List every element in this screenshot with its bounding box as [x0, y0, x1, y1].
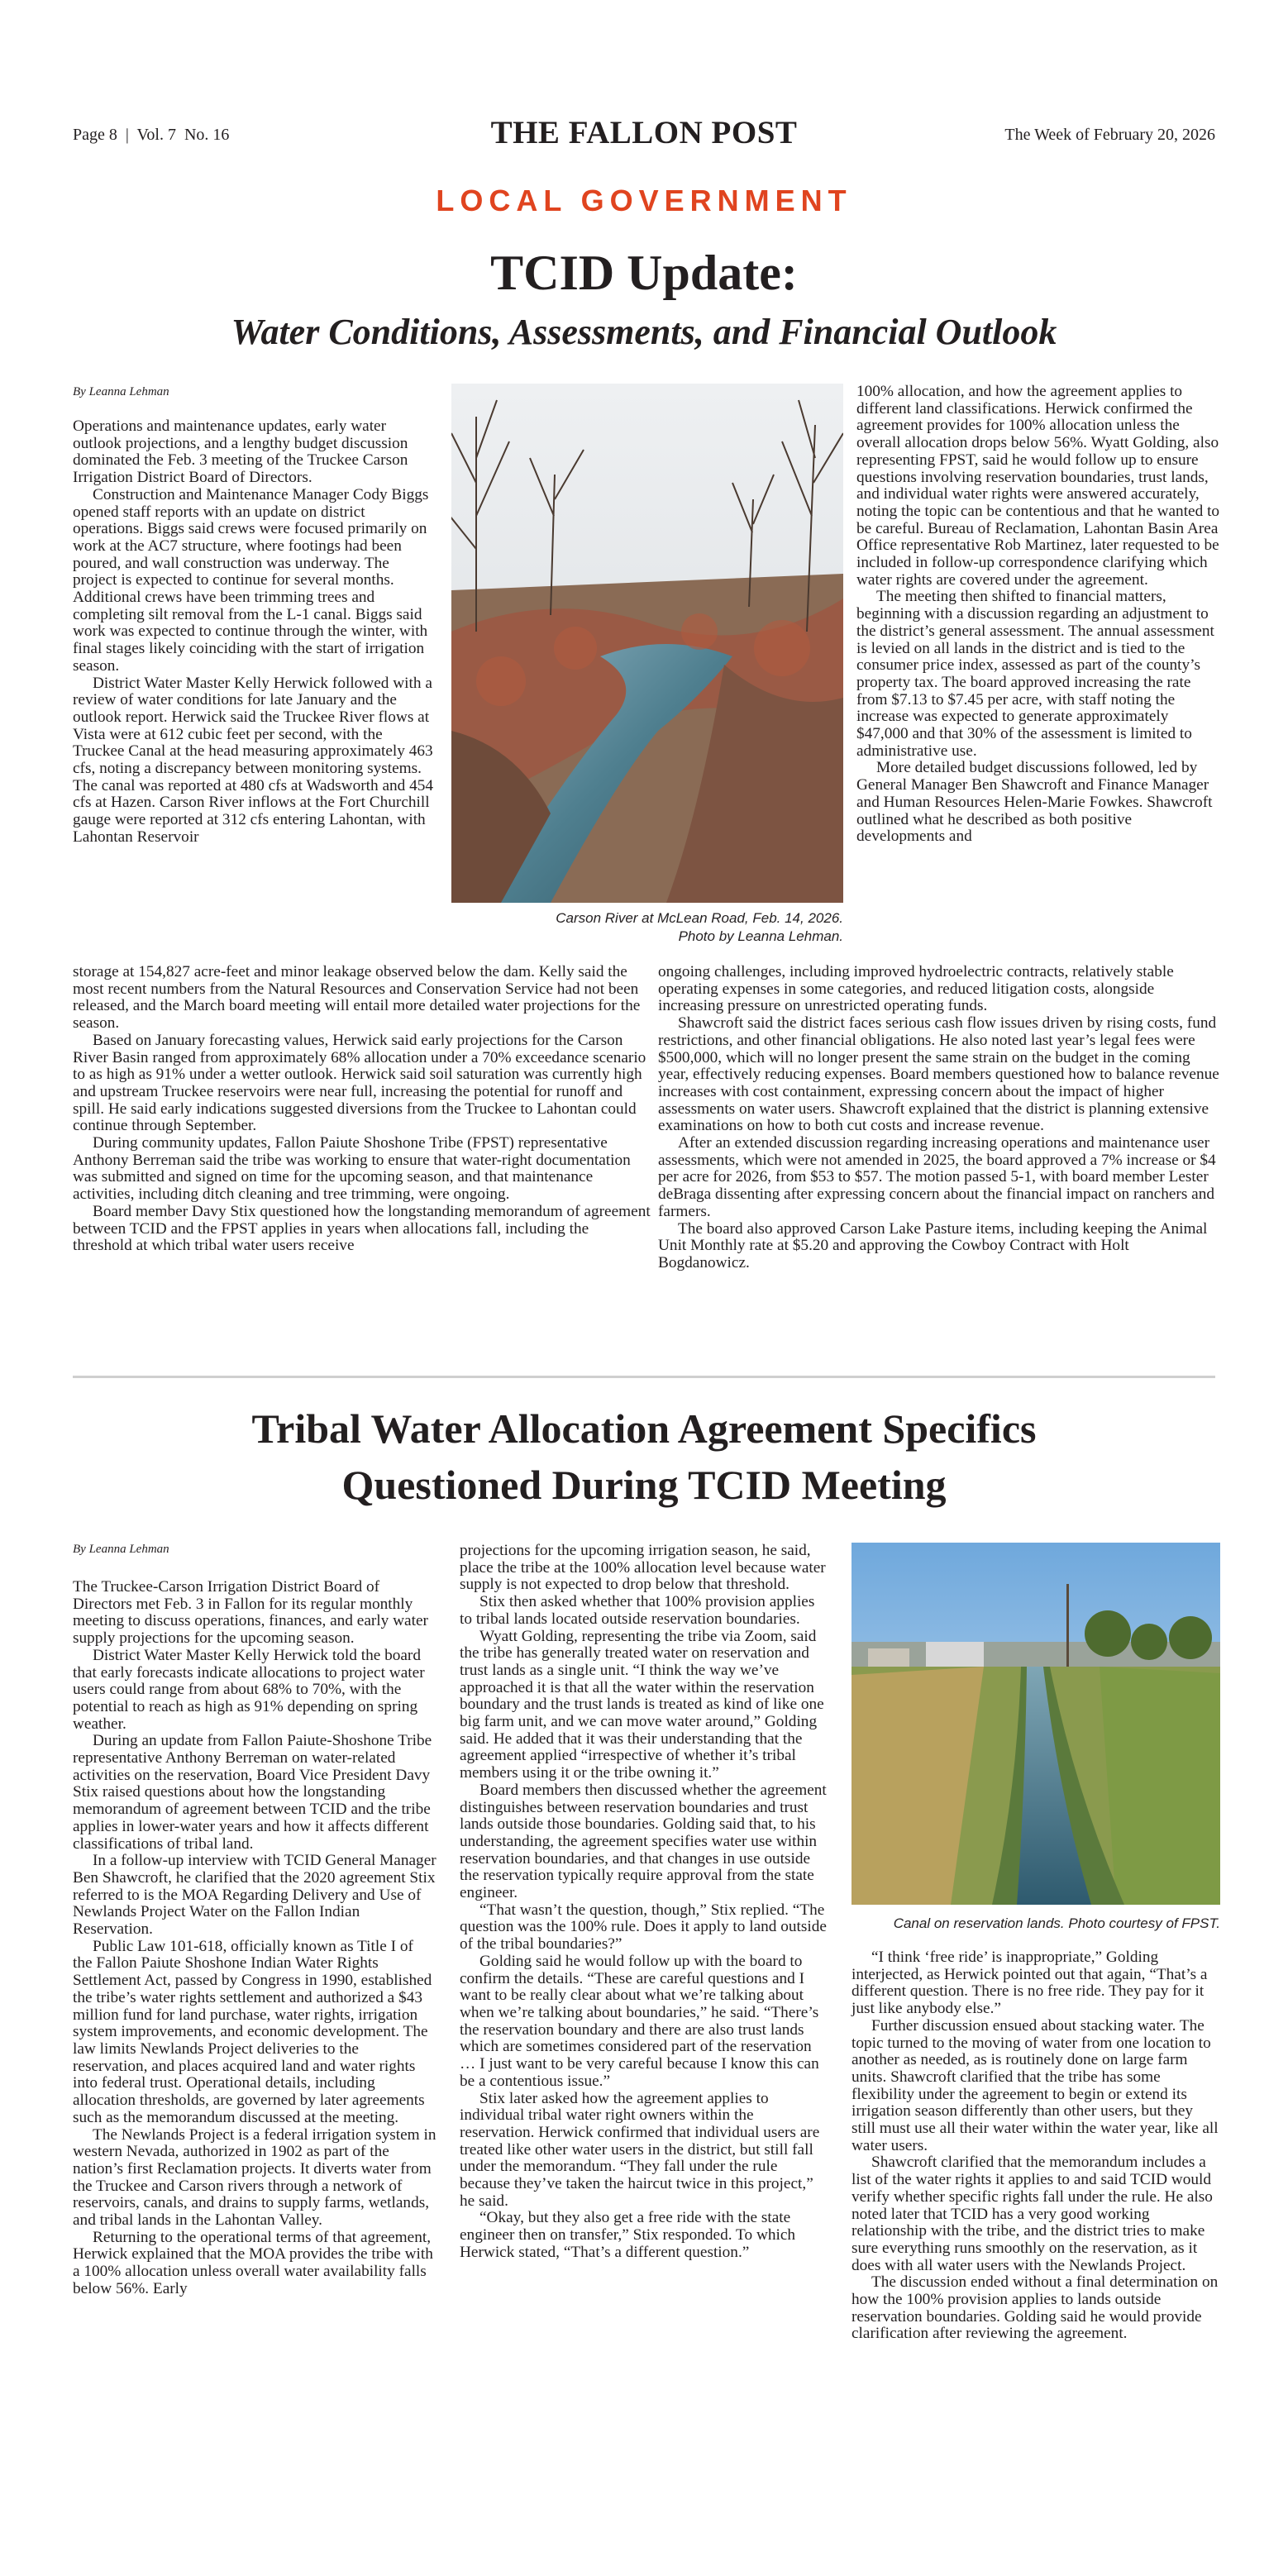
article-paragraph: District Water Master Kelly Herwick told the board that early forecasts indicate allocations to project water users could range from about 68% to 70%, with the potential to reach as high as 91% depending on spring weather.: [73, 1646, 425, 1733]
article2-title-line: Questioned During TCID Meeting: [341, 1462, 947, 1508]
article-paragraph: Golding said he would follow up with the board to confirm the details. “These are careful questions and I want to be really clear about what we’re talking about when we’re talking about boundaries,” he said. “There’s the reservation boundary and there are also trust lands which are sometimes considered part of the reservation … I just want to be very careful because I know this can be a contentious issue.”: [460, 1952, 819, 2090]
article1-subtitle: Water Conditions, Assessments, and Financial Outlook: [231, 312, 1057, 352]
article-paragraph: In a follow-up interview with TCID General Manager Ben Shawcroft, he clarified that the 2020 agreement Stix referred to is the MOA Regarding Delivery and Use of Newlands Project Water on the Fallon Indian Reservation.: [73, 1852, 436, 1939]
article1-column-1: [73, 418, 436, 847]
river-photo: [451, 384, 843, 903]
article2-column-3: [852, 1949, 1220, 2343]
article-paragraph: Operations and maintenance updates, early water outlook projections, and a lengthy budget discussion dominated the Feb. 3 meeting of the Truckee Carson Irrigation District Board of Directors.: [73, 417, 408, 487]
article-paragraph: The Newlands Project is a federal irrigation system in western Nevada, authorized in 1902 as part of the nation’s first Reclamation projects. It diverts water from the Truckee and Carson rivers through a network of reservoirs, canals, and drains to supply farms, wetlands, and tribal lands in the Lahontan Valley.: [73, 2125, 436, 2230]
article-paragraph: ongoing challenges, including improved hydroelectric contracts, relatively stable operating expenses in some categories, and reduced litigation costs, alongside increasing pressure on unrestricted operating funds.: [658, 963, 1174, 1015]
article-paragraph: 100% allocation, and how the agreement applies to different land classifications. Herwick confirmed the agreement provides for 100% allocation unless the overall allocation drops below 56%. Wyatt Golding, also representing FPST, said he would follow up to ensure questions involving reservation boundaries, trust lands, and individual water rights were answered accurately, noting the topic can be contentious and that he wanted to be careful. Bureau of Reclamation, Lahontan Basin Area Office representative Rob Martinez, later requested to be included in follow-up correspondence clarifying which water rights are covered under the agreement.: [856, 383, 1220, 589]
article-paragraph: Based on January forecasting values, Herwick said early projections for the Carson River Basin ranged from approximately 68% allocation under a 70% exceedance scenario to as high as 91% under a wetter outlook. Herwick said soil saturation was currently high and upstream Truckee reservoirs were near full, increasing the potential for runoff and spill. He said early indications suggested diversions from the Truckee to Lahontan could continue through September.: [73, 1031, 646, 1135]
article2-title-line: Tribal Water Allocation Agreement Specifics: [251, 1405, 1037, 1452]
article2-byline: By Leanna Lehman: [73, 1543, 169, 1556]
article-paragraph: Shawcroft said the district faces serious cash flow issues driven by rising costs, fund restrictions, and other financial obligations. He also noted last year’s legal fees were $500,000, which will no longer present the same strain on the budget in the coming year, effectively reducing expenses. Board members questioned how to balance revenue increases with cost containment, expressing concern about the impact of higher assessments on water users. Shawcroft explained that the district is planning extensive examinations on how to both cut costs and increase revenue.: [658, 1014, 1219, 1135]
article2-column-1: [73, 1579, 436, 2298]
article-paragraph: Stix then asked whether that 100% provision applies to tribal lands located outside reservation boundaries.: [460, 1593, 815, 1628]
article-paragraph: After an extended discussion regarding increasing operations and maintenance user assessments, which were not amended in 2025, the board approved a 7% increase or $4 per acre for 2026, from $53 to $57. The motion passed 5-1, with board member Lester deBraga dissenting after expressing concern about the financial impact on ranchers and farmers.: [658, 1134, 1216, 1220]
article-paragraph: Board members then discussed whether the agreement distinguishes between reservation boundaries and trust lands outside those boundaries. Golding said that, to his understanding, the agreement specifies water use within reservation boundaries, and that changes in use outside the reservation typically require approval from the state engineer.: [460, 1781, 827, 1902]
article-paragraph: More detailed budget discussions followed, led by General Manager Ben Shawcroft and Finance Manager and Human Resources Helen-Marie Fowkes. Shawcroft outlined what he described as both positive developments and: [856, 759, 1213, 846]
article1-byline: By Leanna Lehman: [73, 385, 169, 398]
article1-title: TCID Update:: [490, 246, 798, 300]
article-paragraph: Further discussion ensued about stacking water. The topic turned to the moving of water from one location to another as needed, as is routinely done on large farm units. Shawcroft clarified that the tribe has some flexibility under the agreement to begin or extend its irrigation season differently than other users, but they still must use all their water within the water year, like all water users.: [852, 2016, 1219, 2154]
section-divider: [73, 1376, 1215, 1378]
article-paragraph: The discussion ended without a final determination on how the 100% provision applies to lands outside reservation boundaries. Golding said he would provide clarification after reviewing the agreement.: [852, 2273, 1219, 2343]
article-paragraph: Construction and Maintenance Manager Cody Biggs opened staff reports with an update on district operations. Biggs said crews were focused primarily on work at the AC7 structure, where footings had been poured, and wall construction was underway. The project is expected to continue for several months. Additional crews have been trimming trees and completing silt removal from the L-1 canal. Biggs said work was expected to continue through the winter, with final stages likely coinciding with the start of irrigation season.: [73, 485, 429, 675]
article-paragraph: “Okay, but they also get a free ride with the state engineer then on transfer,” Stix responded. To which Herwick stated, “That’s a different question.”: [460, 2209, 796, 2261]
article-paragraph: During community updates, Fallon Paiute Shoshone Tribe (FPST) representative Anthony Berreman said the tribe was working to ensure that water-right documentation was submitted and signed on time for the upcoming season, and that maintenance activities, including ditch cleaning and tree trimming, were ongoing.: [73, 1134, 631, 1204]
article2-column-2: [460, 1543, 828, 2262]
section-label: LOCAL GOVERNMENT: [436, 184, 852, 217]
article-paragraph: The Truckee-Carson Irrigation District Board of Directors met Feb. 3 in Fallon for its regular monthly meeting to discuss operations, finances, and early water supply projections for the upcoming season.: [73, 1578, 428, 1648]
article-paragraph: The board also approved Carson Lake Pasture items, including keeping the Animal Unit Monthly rate at $5.20 and approving the Cowboy Contract with Holt Bogdanowicz.: [658, 1219, 1208, 1271]
article-paragraph: Wyatt Golding, representing the tribe via Zoom, said the tribe has generally treated water on reservation and trust lands as a single unit. “I think the way we’ve approached it is that all the water within the reservation boundary and the trust lands is treated as kind of like one big farm unit, and we can move water around,” Golding said. He added that it was their understanding that the agreement applied “irrespective of whether it’s tribal members using it or the tribe owning it.”: [460, 1627, 824, 1782]
article-paragraph: storage at 154,827 acre-feet and minor leakage observed below the dam. Kelly said the most recent numbers from the Natural Resources and Conservation Service had not been released, and the March board meeting will entail more detailed water projections for the season.: [73, 963, 641, 1033]
article2-photo-caption: Canal on reservation lands. Photo courtesy of FPST.: [893, 1915, 1220, 1931]
canal-photo: [852, 1543, 1220, 1905]
article-paragraph: Stix later asked how the agreement applies to individual tribal water right owners within the reservation. Herwick confirmed that individual users are treated like other water users in the district, but still fall under the memorandum. “They fall under the rule because they’ve taken the haircut twice in this project,” he said.: [460, 2089, 820, 2210]
article-paragraph: Returning to the operational terms of that agreement, Herwick explained that the MOA provides the tribe with a 100% allocation unless overall water availability falls below 56%. Early: [73, 2228, 433, 2297]
article-paragraph: “That wasn’t the question, though,” Stix replied. “The question was the 100% rule. Does it apply to land outside of the tribal boundaries?”: [460, 1901, 827, 1953]
article-paragraph: “I think ‘free ride’ is inappropriate,” Golding interjected, as Herwick pointed out that again, “That’s a different question. There is no free ride. They pay for it just like anybody else.”: [852, 1949, 1208, 2018]
caption-line: Carson River at McLean Road, Feb. 14, 2026.: [556, 910, 843, 926]
article-paragraph: The meeting then shifted to financial matters, beginning with a discussion regarding an adjustment to the district’s general assessment. The annual assessment is levied on all lands in the district and is tied to the consumer price index, assessed as part of the county’s property tax. The board approved increasing the rate from $7.13 to $7.45 per acre, with staff noting the increase was expected to generate approximately $47,000 and that 30% of the assessment is limited to administrative use.: [856, 588, 1214, 760]
article-paragraph: District Water Master Kelly Herwick followed with a review of water conditions for late January and the outlook report. Herwick said the Truckee River flows at Vista were at 612 cubic feet per second, with the Truckee Canal at the head measuring approximately 463 cfs, noting a discrepancy between monitoring systems. The canal was reported at 480 cfs at Wadsworth and 454 cfs at Hazen. Carson River inflows at the Fort Churchill gauge were reported at 312 cfs entering Lahontan, with Lahontan Reservoir: [73, 674, 434, 846]
article-paragraph: projections for the upcoming irrigation season, he said, place the tribe at the 100% allocation level because water supply is not expected to drop below that threshold.: [460, 1542, 826, 1594]
article1-column-3-wide: [658, 964, 1220, 1272]
article1-column-3: [856, 384, 1220, 846]
page-info: Page 8 | Vol. 7 No. 16: [73, 126, 230, 144]
caption-line: Photo by Leanna Lehman.: [678, 928, 843, 944]
newspaper-title: THE FALLON POST: [490, 115, 798, 150]
article1-photo-caption: [451, 909, 843, 946]
article-paragraph: Public Law 101-618, officially known as Title I of the Fallon Paiute Shoshone Indian Water Rights Settlement Act, passed by Congress in 1990, established the tribe’s water rights settlement and authorized a $43 million fund for land purchase, water rights, irrigation system improvements, and economic development. The law limits Newlands Project deliveries to the reservation, and places acquired land and water rights into federal trust. Operational details, including allocation thresholds, are governed by later agreements such as the memorandum discussed at the meeting.: [73, 1937, 432, 2126]
article2-title: [0, 1400, 1288, 1513]
issue-date: The Week of February 20, 2026: [1004, 126, 1215, 144]
article-paragraph: Shawcroft clarified that the memorandum includes a list of the water rights it applies to and said TCID would verify whether specific rights fall under the rule. He also noted later that TCID has a very good working relationship with the tribe, and the district tries to make sure everything runs smoothly on the reservation, as it does with all water users with the Newlands Project.: [852, 2154, 1213, 2274]
article-paragraph: During an update from Fallon Paiute-Shoshone Tribe representative Anthony Berreman on water-related activities on the reservation, Board Vice President Davy Stix raised questions about how the longstanding memorandum of agreement between TCID and the tribe applies in lower-water years and how it affects different classifications of tribal land.: [73, 1732, 432, 1853]
article-paragraph: Board member Davy Stix questioned how the longstanding memorandum of agreement between TCID and the FPST applies in years when allocations fall, including the threshold at which tribal water users receive: [73, 1202, 651, 1255]
article1-column-1-wide: [73, 964, 651, 1255]
